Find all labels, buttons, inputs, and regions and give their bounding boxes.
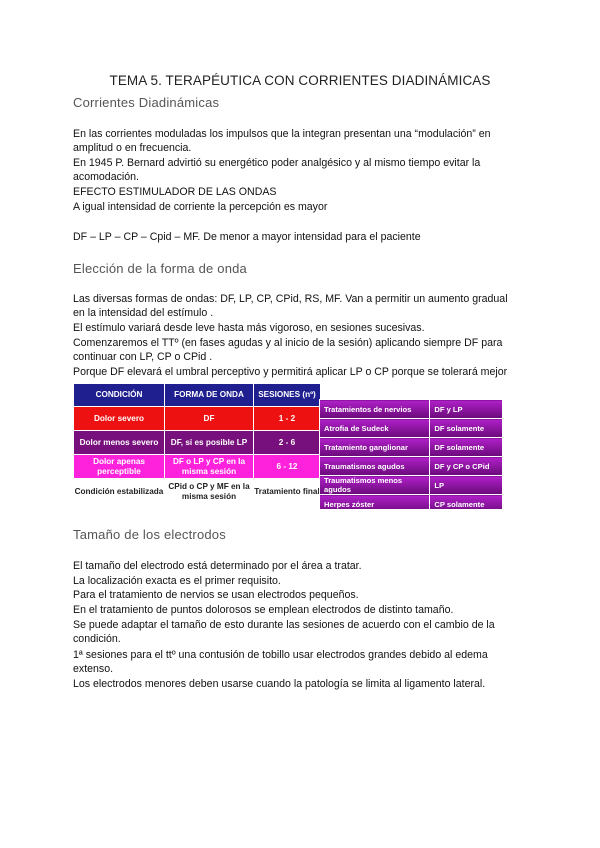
table-header-cell: FORMA DE ONDA [165, 384, 254, 407]
table-cell: Tratamientos de nervios [320, 400, 430, 419]
table-cell: Herpes zóster [320, 495, 430, 510]
treatment-table [319, 399, 503, 509]
paragraph-line: EFECTO ESTIMULADOR DE LAS ONDAS [73, 186, 277, 198]
table-row [320, 476, 503, 495]
paragraph-line: En las corrientes moduladas los impulsos que la integran presentan una “modulación” en [73, 128, 491, 140]
table-header-cell: CONDICIÓN [74, 384, 165, 407]
table-row [320, 400, 503, 419]
paragraph-line: Se puede adaptar el tamaño de esto durante las sesiones de acuerdo con el cambio de la [73, 619, 495, 631]
table-cell: DF solamente [430, 419, 503, 438]
table-cell: 2 - 6 [254, 431, 321, 455]
paragraph-line: Comenzaremos el TTº (en fases agudas y al inicio de la sesión) aplicando siempre DF para [73, 337, 503, 349]
table-header-row [74, 384, 321, 407]
paragraph-line: continuar con LP, CP o CPid . [73, 351, 213, 363]
table-cell: DF [165, 407, 254, 431]
table-cell: LP [430, 476, 503, 495]
table-cell: Dolor severo [74, 407, 165, 431]
table-cell: 6 - 12 [254, 455, 321, 479]
table-cell: CPid o CP y MF en la misma sesión [165, 479, 254, 505]
paragraph-line: acomodación. [73, 171, 139, 183]
section-heading-eleccion: Elección de la forma de onda [73, 261, 247, 276]
table-cell: Condición estabilizada [74, 479, 165, 505]
paragraph-line: amplitud o en frecuencia. [73, 142, 192, 154]
waveform-table [73, 383, 321, 505]
section-heading-tamano: Tamaño de los electrodos [73, 527, 226, 542]
paragraph-line: Para el tratamiento de nervios se usan electrodos pequeños. [73, 589, 359, 601]
table-cell: Tratamiento final [254, 479, 321, 505]
table-row [320, 457, 503, 476]
table-cell: DF solamente [430, 438, 503, 457]
paragraph-line: 1ª sesiones para el ttº una contusión de tobillo usar electrodos grandes debido al edema [73, 649, 488, 661]
paragraph-line: extenso. [73, 663, 114, 675]
paragraph-line: En 1945 P. Bernard advirtió su energético poder analgésico y al mismo tiempo evitar la [73, 157, 481, 169]
paragraph-line: El estímulo variará desde leve hasta más vigoroso, en sesiones sucesivas. [73, 322, 425, 334]
table-row [320, 419, 503, 438]
paragraph-line: La localización exacta es el primer requisito. [73, 575, 281, 587]
table-header-cell: SESIONES (nº) [254, 384, 321, 407]
table-cell: DF, si es posible LP [165, 431, 254, 455]
table-cell: 1 - 2 [254, 407, 321, 431]
document-title: TEMA 5. TERAPÉUTICA CON CORRIENTES DIADINÁMICAS [109, 73, 491, 88]
table-row [74, 479, 321, 505]
table-cell: Tratamiento ganglionar [320, 438, 430, 457]
table-cell: DF o LP y CP en la misma sesión [165, 455, 254, 479]
table-cell: Traumatismos menos agudos [320, 476, 430, 495]
table-cell: Atrofia de Sudeck [320, 419, 430, 438]
paragraph-line: Las diversas formas de ondas: DF, LP, CP, CPid, RS, MF. Van a permitir un aumento gradual [73, 293, 508, 305]
table-cell: Dolor apenas perceptible [74, 455, 165, 479]
paragraph-line: En el tratamiento de puntos dolorosos se emplean electrodos de distinto tamaño. [73, 604, 454, 616]
table-cell: Dolor menos severo [74, 431, 165, 455]
section-heading-corrientes: Corrientes Diadinámicas [73, 95, 220, 110]
table-cell: Traumatismos agudos [320, 457, 430, 476]
paragraph-line: Porque DF elevará el umbral perceptivo y permitirá aplicar LP o CP porque se tolerará mejor [73, 366, 508, 378]
paragraph-line: El tamaño del electrodo está determinado por el área a tratar. [73, 560, 362, 572]
table-row [320, 495, 503, 510]
treatment-table-crop [319, 399, 503, 509]
table-row [320, 438, 503, 457]
table-cell: DF y CP o CPid [430, 457, 503, 476]
table-row [74, 407, 321, 431]
paragraph-line: DF – LP – CP – Cpid – MF. De menor a mayor intensidad para el paciente [73, 231, 421, 243]
paragraph-line: A igual intensidad de corriente la percepción es mayor [73, 201, 328, 213]
paragraph-line: en la intensidad del estímulo . [73, 307, 214, 319]
table-cell: CP solamente [430, 495, 503, 510]
paragraph-line: Los electrodos menores deben usarse cuando la patología se limita al ligamento lateral. [73, 678, 486, 690]
table-row [74, 455, 321, 479]
paragraph-line: condición. [73, 633, 121, 645]
table-row [74, 431, 321, 455]
table-cell: DF y LP [430, 400, 503, 419]
